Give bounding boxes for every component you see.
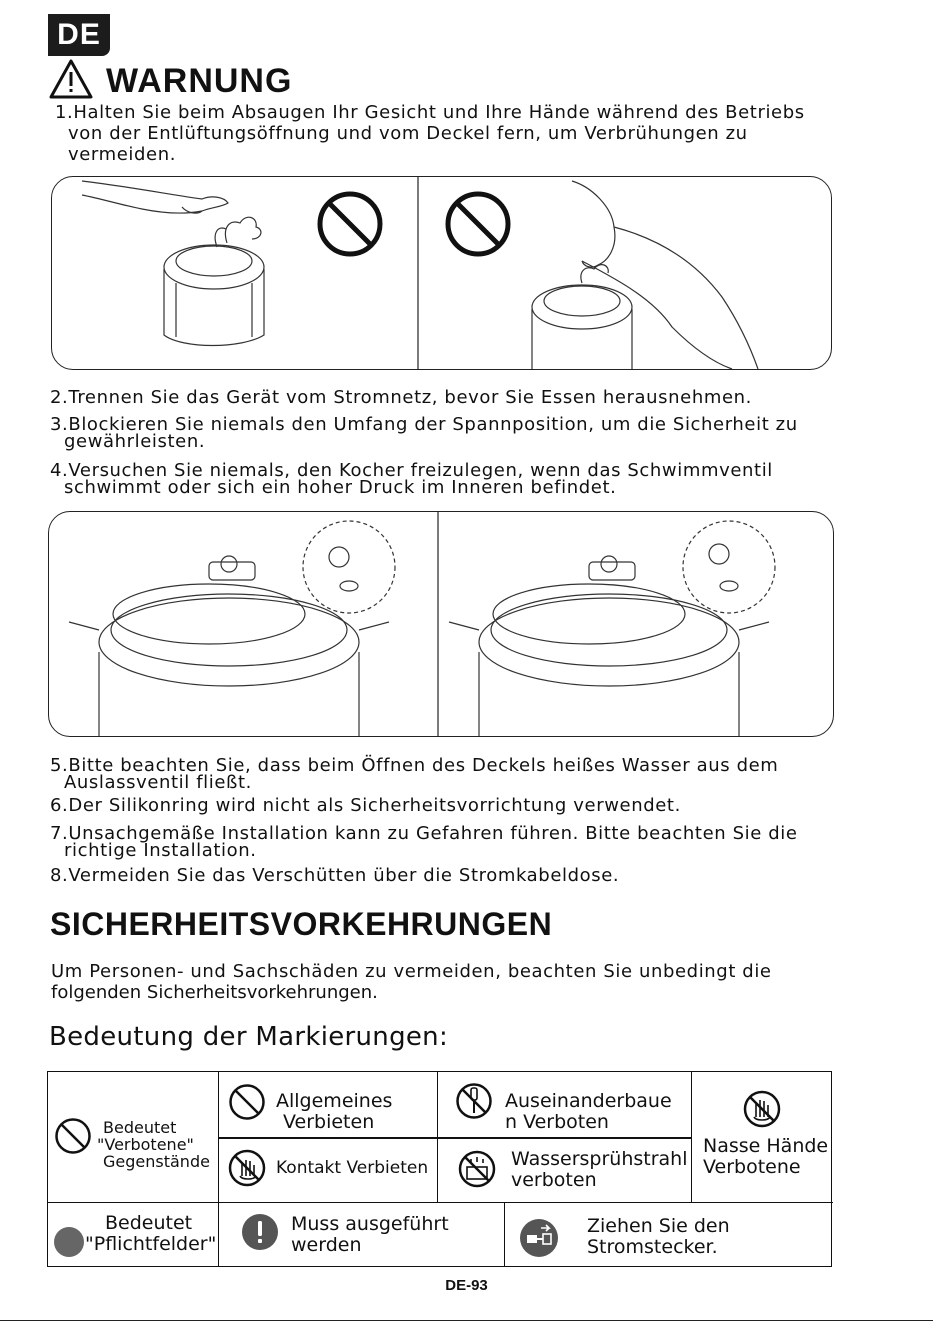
markings-title: Bedeutung der Markierungen: xyxy=(49,1022,449,1052)
must-do-line-2: werden xyxy=(291,1234,362,1256)
disassembly-forbidden-line-1: Auseinanderbaue xyxy=(505,1090,672,1112)
water-spray-label xyxy=(511,1149,688,1191)
precautions-title: SICHERHEITSVORKEHRUNGEN xyxy=(50,906,553,942)
must-do-line-1: Muss ausgeführt xyxy=(291,1213,449,1235)
contact-forbidden-label: Kontakt Verbieten xyxy=(276,1158,429,1178)
vent-warning-drawing xyxy=(52,177,831,369)
mandatory-meaning-label xyxy=(85,1213,216,1255)
general-forbid-line-1: Allgemeines xyxy=(276,1090,393,1112)
mandatory-circle-icon xyxy=(53,1226,85,1258)
screwdriver-prohibited-icon xyxy=(455,1082,493,1120)
warning-item-4-line-1: 4.Versuchen Sie niemals, den Kocher freizulegen, wenn das Schwimmventil xyxy=(50,460,773,481)
warning-item-1 xyxy=(55,102,805,165)
markings-table xyxy=(47,1071,833,1267)
bottom-divider xyxy=(0,1320,933,1321)
warning-item-7 xyxy=(50,825,798,859)
warning-item-6: 6.Der Silikonring wird nicht als Sicherheitsvorrichtung verwendet. xyxy=(50,795,681,816)
warning-item-1-line-1: 1.Halten Sie beim Absaugen Ihr Gesicht und Ihre Hände während des Betriebs xyxy=(55,102,805,123)
forbidden-meaning-line-3: Gegenstände xyxy=(103,1152,210,1171)
precautions-intro-line-2: folgenden Sicherheitsvorkehrungen. xyxy=(51,982,378,1003)
illustration-float-valve xyxy=(48,511,834,737)
unplug-line-2: Stromstecker. xyxy=(587,1236,718,1258)
prohibition-circle-icon xyxy=(448,194,508,254)
hand-prohibited-icon xyxy=(227,1148,267,1188)
general-forbid-line-2: Verbieten xyxy=(283,1111,375,1133)
precautions-intro-line-1: Um Personen- und Sachschäden zu vermeiden, beachten Sie unbedingt die xyxy=(51,961,772,982)
wet-hands-line-2: Verbotene xyxy=(703,1156,801,1178)
wet-hand-prohibited-icon xyxy=(742,1089,782,1129)
warning-item-7-line-2: richtige Installation. xyxy=(64,840,257,861)
warning-item-3 xyxy=(50,416,798,450)
forbidden-meaning-label xyxy=(97,1119,210,1170)
disassembly-forbidden-label xyxy=(505,1091,672,1133)
warning-item-8: 8.Vermeiden Sie das Verschütten über die Stromkabeldose. xyxy=(50,865,620,886)
illustration-vent-warning xyxy=(51,176,832,370)
prohibition-circle-icon xyxy=(54,1117,92,1155)
warning-item-4 xyxy=(50,462,773,496)
wet-hands-label xyxy=(703,1136,828,1178)
warning-item-2: 2.Trennen Sie das Gerät vom Stromnetz, bevor Sie Essen herausnehmen. xyxy=(50,387,752,408)
disassembly-forbidden-line-2: n Verboten xyxy=(505,1111,609,1133)
plug-icon xyxy=(519,1218,559,1258)
exclamation-icon xyxy=(241,1213,279,1251)
general-forbid-label xyxy=(276,1091,392,1133)
language-badge: DE xyxy=(48,14,110,56)
warning-item-5 xyxy=(50,757,778,791)
warning-item-1-line-2: von der Entlüftungsöffnung und vom Deckel fern, um Verbrühungen zu xyxy=(68,123,748,144)
unplug-line-1: Ziehen Sie den xyxy=(587,1215,730,1237)
must-do-label xyxy=(291,1214,449,1256)
warning-item-4-line-2: schwimmt oder sich ein hoher Druck im Inneren befindet. xyxy=(64,477,617,498)
unplug-label xyxy=(587,1216,730,1258)
warning-item-3-line-1: 3.Blockieren Sie niemals den Umfang der Spannposition, um die Sicherheit zu xyxy=(50,414,798,435)
warning-triangle-icon xyxy=(48,58,94,100)
prohibition-circle-icon xyxy=(320,194,380,254)
water-spray-line-2: verboten xyxy=(511,1169,597,1191)
wet-hands-line-1: Nasse Hände xyxy=(703,1135,829,1157)
water-spray-prohibited-icon xyxy=(457,1149,497,1189)
warning-item-1-line-3: vermeiden. xyxy=(68,144,177,165)
mandatory-meaning-line-1: Bedeutet xyxy=(105,1212,193,1234)
forbidden-meaning-line-1: Bedeutet xyxy=(103,1118,177,1137)
float-valve-drawing xyxy=(49,512,833,736)
warning-item-5-line-2: Auslassventil fließt. xyxy=(64,772,252,793)
water-spray-line-1: Wassersprühstrahl xyxy=(511,1148,688,1170)
warning-item-7-line-1: 7.Unsachgemäße Installation kann zu Gefahren führen. Bitte beachten Sie die xyxy=(50,823,798,844)
precautions-intro xyxy=(51,961,772,1003)
forbidden-meaning-line-2: "Verbotene" xyxy=(97,1135,194,1154)
prohibition-circle-icon xyxy=(228,1083,266,1121)
warning-item-5-line-1: 5.Bitte beachten Sie, dass beim Öffnen des Deckels heißes Wasser aus dem xyxy=(50,755,779,776)
mandatory-meaning-line-2: "Pflichtfelder" xyxy=(85,1233,217,1255)
warning-title: WARNUNG xyxy=(106,62,293,100)
warning-item-3-line-2: gewährleisten. xyxy=(64,431,206,452)
page-number: DE-93 xyxy=(445,1277,488,1294)
